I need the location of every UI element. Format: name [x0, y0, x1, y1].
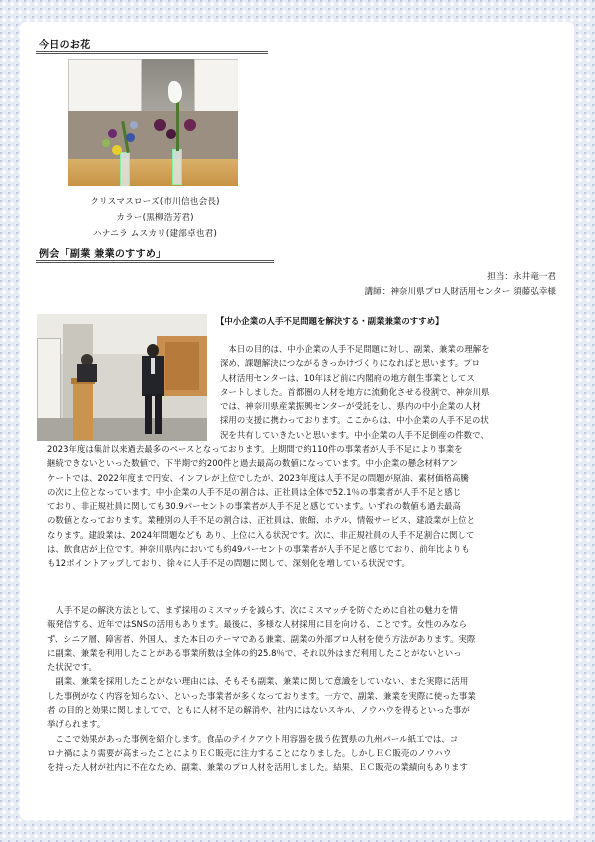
text-line: なります。建設業は、2024年問題なども あり、上位に入る状況です。次に、非正規社員の人手不足割合に関して — [47, 529, 475, 540]
text-line: た状況です。 — [47, 662, 97, 673]
text-line: 人材活用センターは、10年ほど前に内閣府の地方創生事業としてス — [220, 372, 475, 383]
text-line: した事例がなく内容を知らない、といった事業者が多くなっております。一方で、副業、兼業を実際に使った事業 — [47, 690, 476, 701]
paragraph-1-narrow — [220, 342, 545, 442]
paragraph-1-full — [47, 442, 547, 571]
meeting-title-rule — [36, 260, 274, 263]
host-line: 担当：永井竜一君 — [487, 272, 556, 282]
text-line: 者 の目的と効果に関しましてで、ともに人材不足の解消や、社内にはないスキル、ノウハウを得るといった事が — [47, 705, 470, 716]
text-line: では、神奈川県産業振興センターが受託をし、県内の中小企業の人材 — [220, 401, 481, 412]
text-line: に副業、兼業を利用したことがある事業所数は全体の約25.8％で、それ以外はまだ利用したことがないといっ — [47, 647, 462, 658]
flower-photo — [68, 59, 238, 186]
text-line: 採用の支援に携わっております。ここからは、中小企業の人手不足の状 — [220, 415, 489, 426]
text-line: は、飲食店が上位です。神奈川県内においても約49パーセントの事業者が人手不足と感じており、前年比よりも — [47, 544, 470, 555]
text-line: ず、シニア層、障害者、外国人、また本日のテーマである兼業、副業の外部プロ人材を使う方法があります。実際 — [47, 633, 476, 644]
text-line: 況を共有していきたいと思います。中小企業の人手不足倒産の件数で、 — [220, 429, 489, 440]
text-line: 挙げられます。 — [47, 719, 106, 730]
flower-section-title: 今日のお花 — [39, 40, 91, 51]
text-line: ており、非正規社員に関しても30.9パーセントの事業者が人手不足と感じています。いずれの数値も過去最高 — [47, 501, 461, 512]
flower-caption-3: ハナニラ ムスカリ(建部卓也君) — [92, 229, 217, 239]
flower-caption-2: カラー(黒柳浩芳君) — [116, 213, 194, 223]
flower-caption-1: クリスマスローズ(市川信也会長) — [90, 197, 220, 207]
newsletter-page — [20, 22, 574, 820]
flower-title-rule — [36, 51, 268, 54]
paragraph-2 — [47, 603, 547, 775]
text-line: 2023年度は集計以来過去最多のペースとなっております。上期間で約110件の事業者が人手不足により事業を — [47, 444, 463, 454]
text-line: の数値となっております。業種別の人手不足の割合は、正社員は、旅館、ホテル、情報サービス、建設業が上位と — [47, 515, 476, 526]
text-line: 本日の目的は、中小企業の人手不足問題に対し、副業、兼業の理解を — [220, 344, 490, 354]
meeting-section-title: 例会「副業 兼業のすすめ」 — [39, 249, 167, 260]
text-line: 報発信する、近年ではSNSの活用もあります。最後に、多様な人材採用に目を向ける、ことです。女性のみなら — [47, 619, 468, 630]
text-line: ケートでは、2022年度まで円安、インフレが上位でしたが、2023年度は人手不足の問題が原油、素材価格高騰 — [47, 472, 469, 483]
text-line: を持った人材が社内に不在なため、副業、兼業のプロ人材を活用しました。結果、ＥＣ販売の業績向もあります — [47, 762, 468, 773]
text-line: も12ポイントアップしており、徐々に人手不足の問題に関して、深刻化を増している状況です。 — [47, 558, 410, 569]
text-line: 深め、課題解決につながるきっかけづくりになればと思います。プロ — [220, 358, 480, 369]
text-line: の次に上位となっています。中小企業の人手不足の割合は、正社員は全体で52.1％の事業者が人手不足と感じ — [47, 486, 462, 497]
text-line: 副業、兼業を採用したことがない理由には、そもそも副業、兼業に関して意識をしていない、また実際に活用 — [47, 676, 469, 687]
text-line: ロナ禍により需要が高まったことによりＥＣ販売に注力することになりました。しかしＥＣ販売のノウハウ — [47, 747, 452, 758]
text-line: 人手不足の解決方法として、まず採用のミスマッチを減らす、次にミスマッチを防ぐために自社の魅力を情 — [47, 605, 458, 615]
text-line: タートしました。首都圏の人材を地方に流動化させる役割で、神奈川県 — [220, 386, 490, 397]
speaker-line: 講師：神奈川県プロ人財活用センター 須藤弘幸様 — [364, 287, 556, 297]
text-line: ここで効果があった事例を紹介します。食品のテイクアウト用容器を扱う佐賀県の九州パール紙工では、コ — [47, 733, 459, 744]
meeting-photo — [37, 314, 207, 441]
text-line: 継続できないといった数値で、下半期で約200件と過去最高の数値になっています。中小企業の懸念材料アン — [47, 458, 458, 469]
article-title: 【中小企業の人手不足問題を解決する・副業兼業のすすめ】 — [216, 316, 444, 326]
